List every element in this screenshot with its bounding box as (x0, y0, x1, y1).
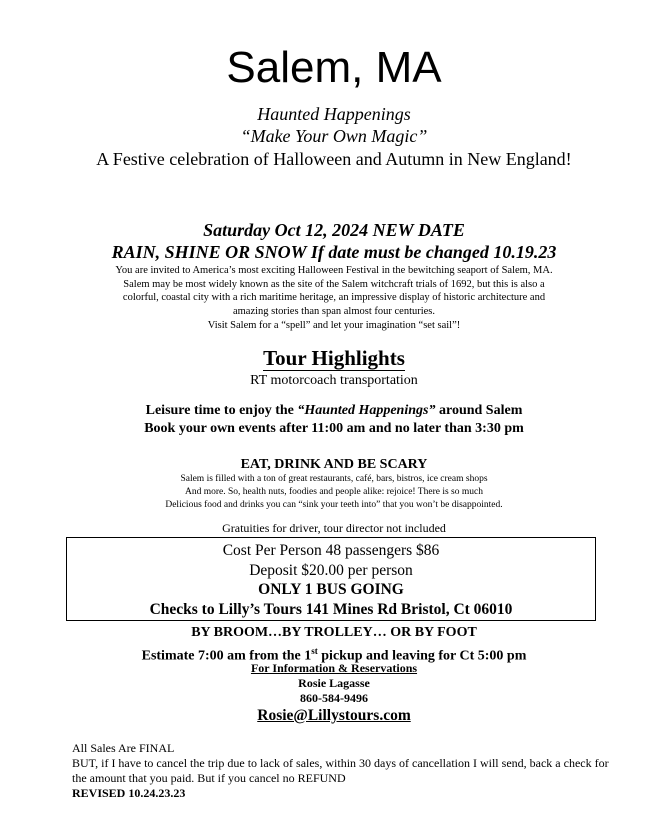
terms-section (72, 741, 612, 801)
contact-name: Rosie Lagasse (298, 676, 370, 690)
event-date: Saturday Oct 12, 2024 NEW DATE (203, 220, 465, 240)
cost-box (66, 537, 596, 621)
intro-line: colorful, coastal city with a rich maritime heritage, an impressive display of historic architecture and (122, 292, 546, 304)
eat-line: And more. So, health nuts, foodies and people alike: rejoice! There is so much (185, 487, 483, 497)
transport-line: RT motorcoach transportation (250, 373, 418, 388)
tagline: A Festive celebration of Halloween and Autumn in New England! (96, 149, 572, 169)
bus-notice: ONLY 1 BUS GOING (258, 581, 404, 598)
subtitle-make-your-own-magic: “Make Your Own Magic” (240, 126, 428, 146)
eat-paragraph (0, 473, 668, 512)
tour-highlights-heading: Tour Highlights (263, 346, 405, 370)
eat-line: Delicious food and drinks you can “sink your teeth into” that you won’t be disappointed. (165, 500, 503, 510)
cancellation-policy: BUT, if I have to cancel the trip due to lack of sales, within 30 days of cancellation I will send, back a check for the amount that you paid. But if you cancel no REFUND (72, 756, 609, 785)
contact-phone: 860-584-9496 (300, 691, 368, 705)
checks-payable-line: Checks to Lilly’s Tours 141 Mines Rd Bristol, Ct 06010 (149, 601, 513, 618)
subtitle-haunted-happenings: Haunted Happenings (257, 104, 411, 124)
broom-trolley-line: BY BROOM…BY TROLLEY… OR BY FOOT (191, 625, 477, 640)
booking-window-line: Book your own events after 11:00 am and no later than 3:30 pm (144, 421, 524, 436)
rain-date-notice: RAIN, SHINE OR SNOW If date must be changed 10.19.23 (111, 242, 557, 262)
sales-final-note: All Sales Are FINAL (72, 741, 175, 755)
intro-line: You are invited to America’s most exciting Halloween Festival in the bewitching seaport of Salem, MA. (115, 265, 553, 276)
haunted-happenings-emphasis: “Haunted Happenings” (297, 403, 436, 418)
revised-date: REVISED 10.24.23.23 (72, 786, 186, 800)
deposit-line: Deposit $20.00 per person (249, 561, 413, 579)
leisure-line: Leisure time to enjoy the “Haunted Happenings” around Salem (145, 403, 523, 418)
intro-line: Salem may be most widely known as the site of the Salem witchcraft trials of 1692, but this is also a (123, 278, 545, 290)
schedule-estimate: Estimate 7:00 am from the 1st pickup and leaving for Ct 5:00 pm (141, 646, 527, 664)
cost-per-person: Cost Per Person 48 passengers $86 (222, 542, 440, 559)
contact-email-link[interactable]: Rosie@Lillystours.com (257, 707, 411, 724)
page-title: Salem, MA (226, 43, 442, 92)
intro-line: amazing stories than span almost four centuries. (232, 306, 436, 318)
gratuities-note: Gratuities for driver, tour director not included (222, 521, 446, 535)
intro-paragraph (62, 264, 606, 333)
info-reservations-heading: For Information & Reservations (250, 661, 418, 675)
intro-line: Visit Salem for a “spell” and let your imagination “set sail”! (207, 319, 461, 331)
eat-line: Salem is filled with a ton of great restaurants, café, bars, bistros, ice cream shops (180, 474, 488, 484)
eat-drink-heading: EAT, DRINK AND BE SCARY (240, 457, 428, 472)
